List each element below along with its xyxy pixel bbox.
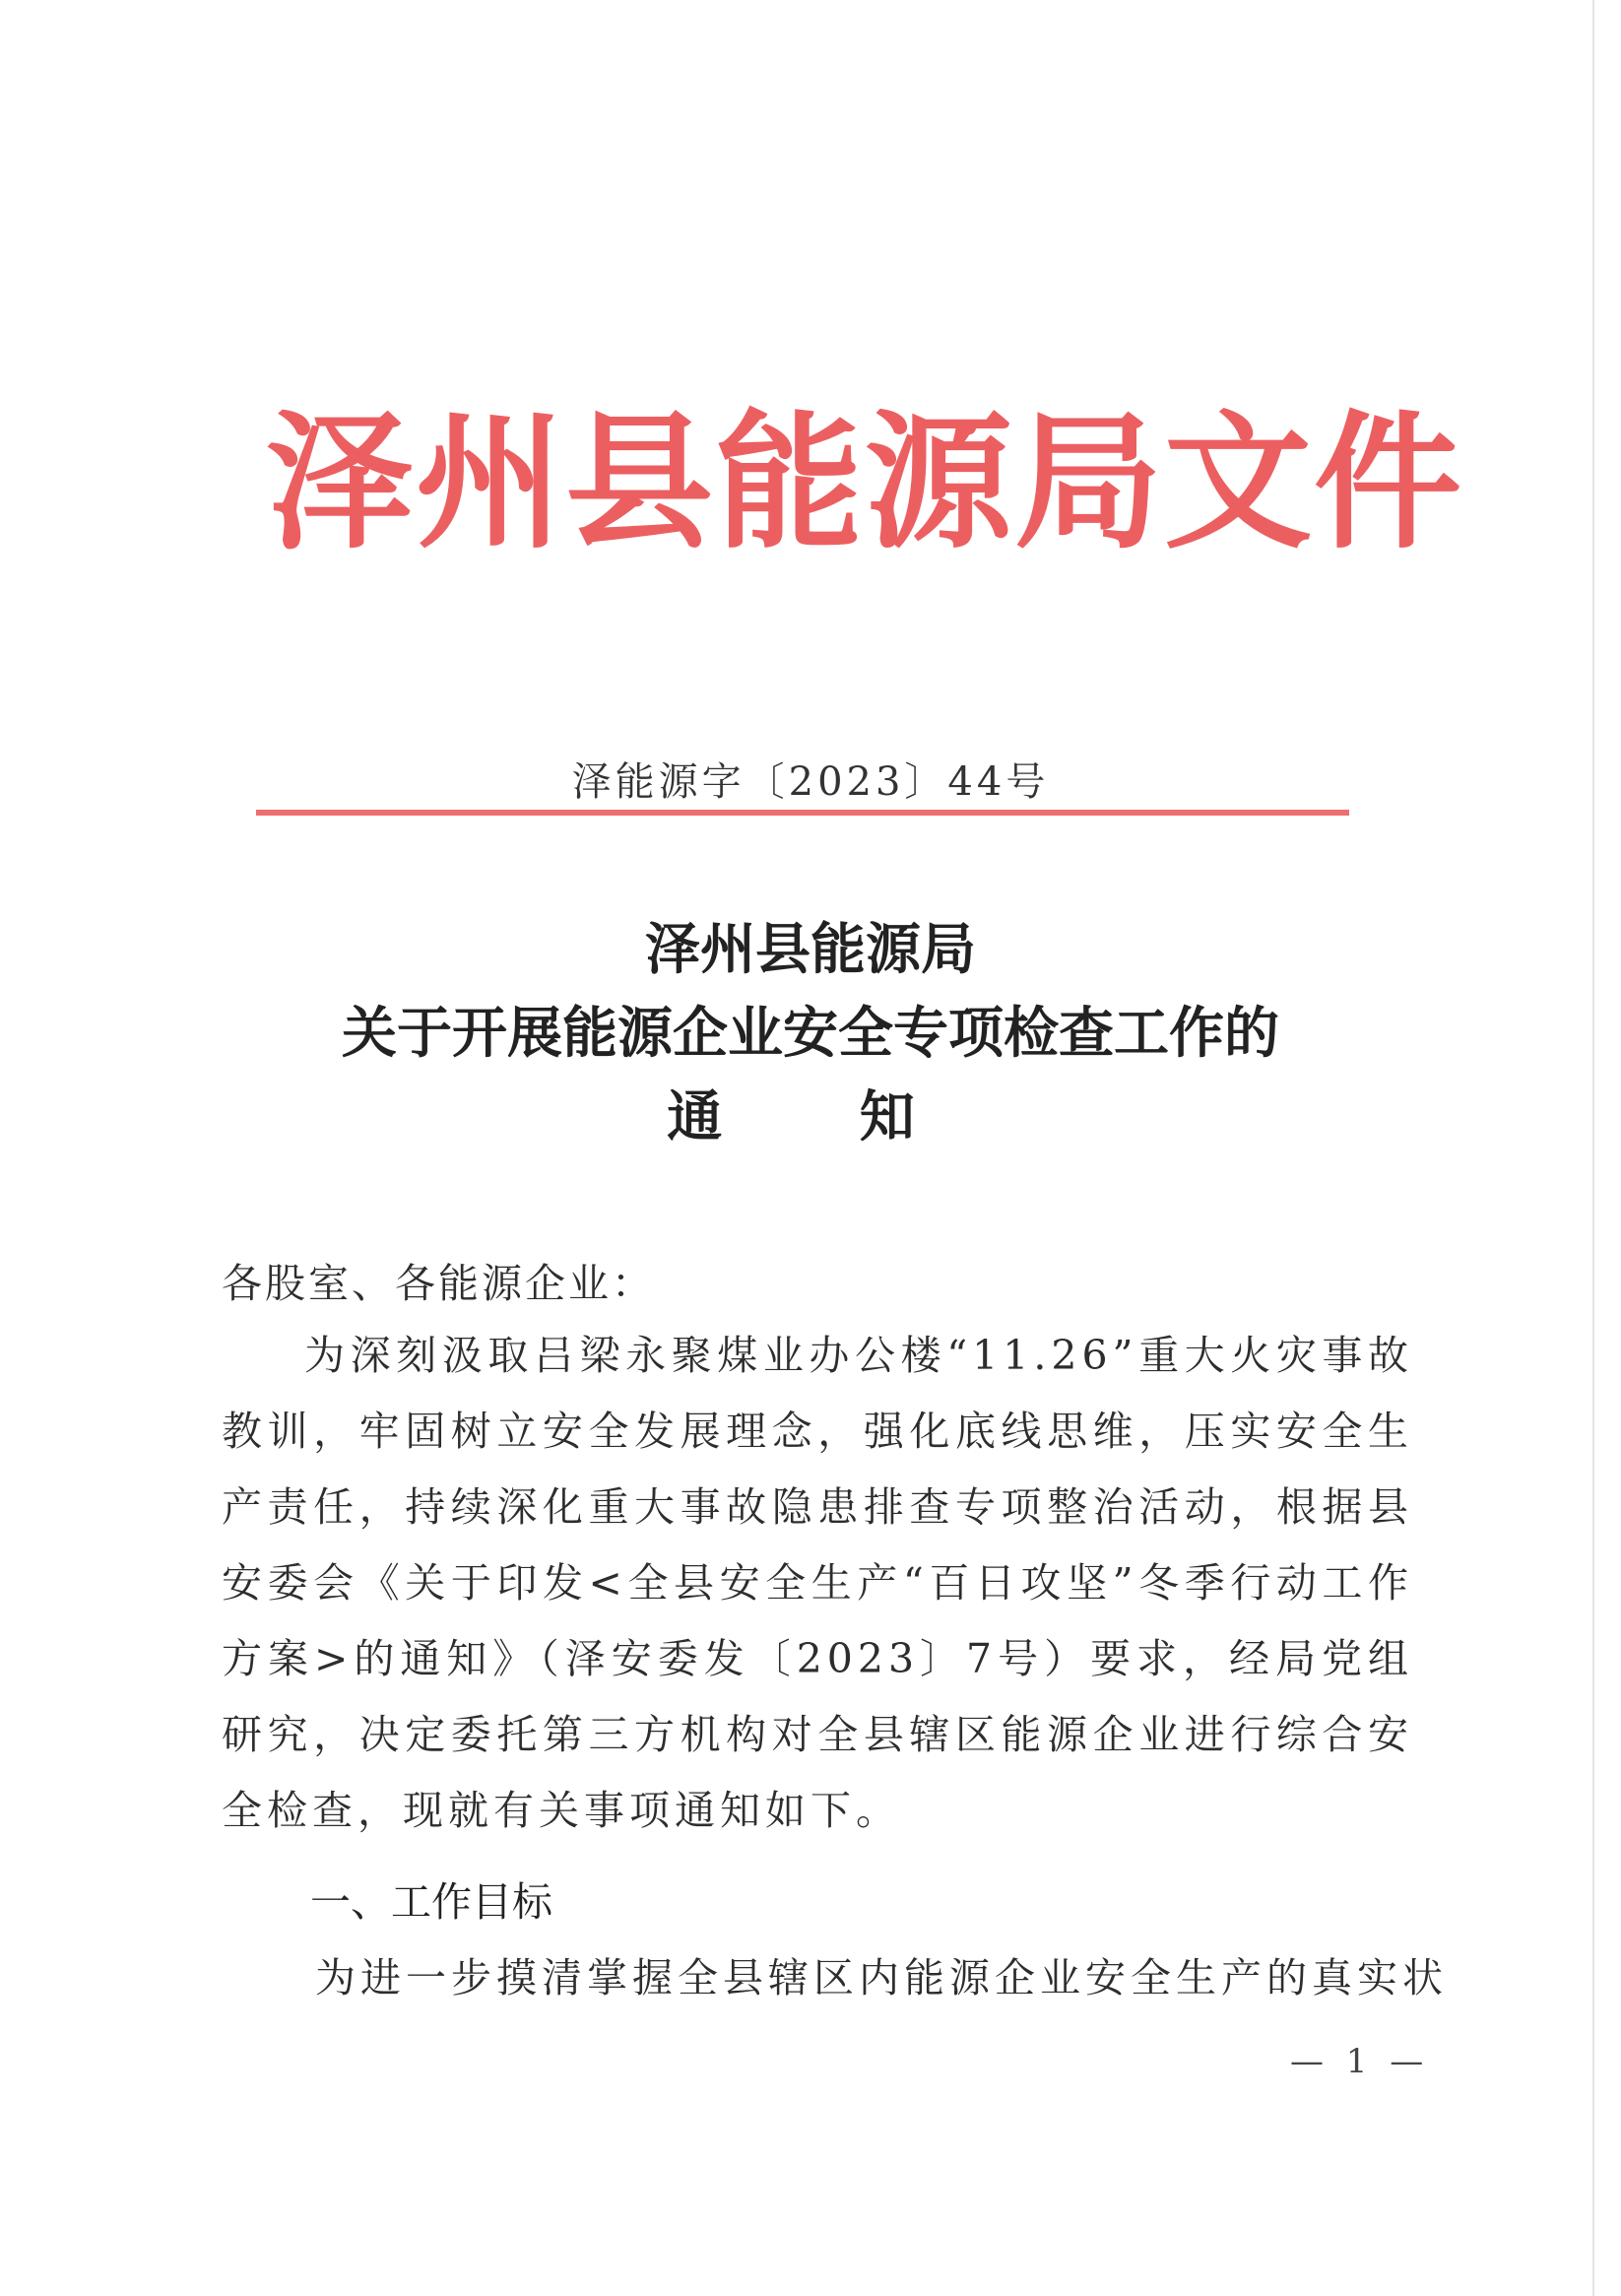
salutation: 各股室、各能源企业： xyxy=(222,1260,655,1307)
paragraph-1: 为深刻汲取吕梁永聚煤业办公楼“11.26”重大火灾事故教训，牢固树立安全发展理念，强化底线思维，压实安全生产责任，持续深化重大事故隐患排查专项整治活动，根据县安委会《关于印发<全县安全生产“百日攻坚”冬季行动工作方案>的通知》（泽安委发〔2023〕7号）要求，经局党组研究，决定委托第三方机构对全县辖区能源企业进行综合安全检查，现就有关事项通知如下。 xyxy=(222,1332,1413,1834)
title-line-3: 通 知 xyxy=(667,1084,974,1149)
page-number: — 1 — xyxy=(1290,2042,1430,2081)
document-masthead: 泽州县能源局文件 xyxy=(266,396,1464,569)
paragraph-2: 为进一步摸清掌握全县辖区内能源企业安全生产的真实状 xyxy=(315,1954,1448,2001)
section-heading-1: 一、工作目标 xyxy=(310,1878,552,1926)
document-number: 泽能源字〔2023〕44号 xyxy=(571,759,1050,805)
title-line-1: 泽州县能源局 xyxy=(645,917,976,982)
red-separator-line xyxy=(256,810,1349,816)
title-line-2: 关于开展能源企业安全专项检查工作的 xyxy=(342,1001,1279,1066)
